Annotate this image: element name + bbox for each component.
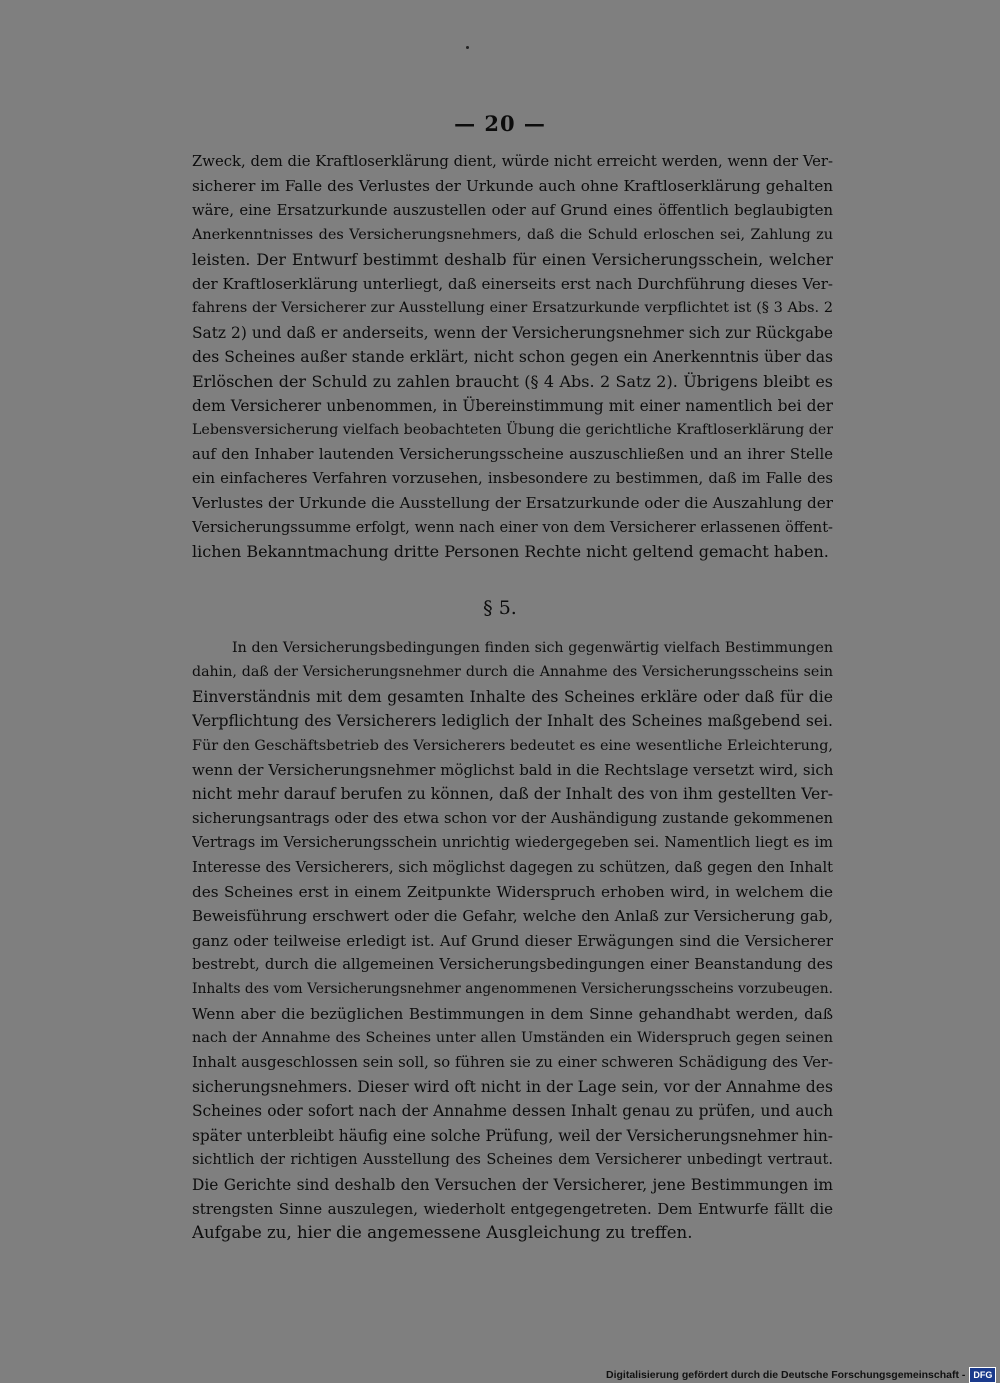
footer-credit-text: Digitalisierung gefördert durch die Deutsche Forschungsgemeinschaft - xyxy=(606,1368,966,1381)
text-line: Wenn aber die bezüglichen Bestimmungen in dem Sinne gehandhabt werden, daß xyxy=(192,1004,833,1023)
text-line: sicherungsantrags oder des etwa schon vor der Aushändigung zustande gekommenen xyxy=(192,809,833,827)
section-heading: § 5. xyxy=(483,597,517,619)
page-number: — 20 — xyxy=(454,111,546,136)
text-line: dahin, daß der Versicherungsnehmer durch die Annahme des Versicherungsscheins sein xyxy=(192,664,833,681)
text-line: sicherer im Falle des Verlustes der Urkunde auch ohne Kraftloserklärung gehalten xyxy=(192,177,833,196)
text-line: Verpflichtung des Versicherers lediglich der Inhalt des Scheines maßgebend sei. xyxy=(192,712,833,731)
text-line: Aufgabe zu, hier die angemessene Ausgleichung zu treffen. xyxy=(192,1223,693,1243)
text-line: des Scheines erst in einem Zeitpunkte Widerspruch erhoben wird, in welchem die xyxy=(192,882,833,901)
text-line: Einverständnis mit dem gesamten Inhalte des Scheines erkläre oder daß für die xyxy=(192,687,833,706)
text-line: ein einfacheres Verfahren vorzusehen, insbesondere zu bestimmen, daß im Falle des xyxy=(192,470,833,488)
text-line: nach der Annahme des Scheines unter allen Umständen ein Widerspruch gegen seinen xyxy=(192,1030,833,1047)
text-line: dem Versicherer unbenommen, in Übereinstimmung mit einer namentlich bei der xyxy=(192,396,833,415)
text-line: In den Versicherungsbedingungen finden sich gegenwärtig vielfach Bestimmungen xyxy=(232,640,833,656)
text-line: sicherungsnehmers. Dieser wird oft nicht in der Lage sein, vor der Annahme des xyxy=(192,1078,833,1097)
dfg-logo: DFG xyxy=(969,1367,996,1383)
text-line: Die Gerichte sind deshalb den Versuchen der Versicherer, jene Bestimmungen im xyxy=(192,1175,833,1194)
text-line: Interesse des Versicherers, sich möglichst dagegen zu schützen, daß gegen den Inhalt xyxy=(192,858,833,876)
text-line: des Scheines außer stande erklärt, nicht schon gegen ein Anerkenntnis über das xyxy=(192,348,833,367)
text-line: wenn der Versicherungsnehmer möglichst bald in die Rechtslage versetzt wird, sich xyxy=(192,760,833,779)
text-line: Beweisführung erschwert oder die Gefahr, welche den Anlaß zur Versicherung gab, xyxy=(192,907,833,926)
digitization-footer xyxy=(606,1366,996,1383)
scan-speck xyxy=(466,46,469,49)
text-line: bestrebt, durch die allgemeinen Versicherungsbedingungen einer Beanstandung des xyxy=(192,956,833,974)
text-line: Zweck, dem die Kraftloserklärung dient, würde nicht erreicht werden, wenn der Ver- xyxy=(192,153,833,170)
text-line: wäre, eine Ersatzurkunde auszustellen oder auf Grund eines öffentlich beglaubigten xyxy=(192,201,833,219)
text-line: Scheines oder sofort nach der Annahme dessen Inhalt genau zu prüfen, und auch xyxy=(192,1102,833,1121)
text-line: auf den Inhaber lautenden Versicherungsscheine auszuschließen und an ihrer Stelle xyxy=(192,445,833,463)
text-line: Inhalt ausgeschlossen sein soll, so führen sie zu einer schweren Schädigung des Ver- xyxy=(192,1053,833,1071)
text-line: Anerkenntnisses des Versicherungsnehmers, daß die Schuld erloschen sei, Zahlung zu xyxy=(192,227,833,244)
paragraph-continuation xyxy=(192,150,833,565)
text-line: Für den Geschäftsbetrieb des Versicherers bedeutet es eine wesentliche Erleichterung, xyxy=(192,737,833,754)
text-line: strengsten Sinne auszulegen, wiederholt entgegengetreten. Dem Entwurfe fällt die xyxy=(192,1199,833,1218)
paragraph-section-5 xyxy=(192,636,833,1246)
text-line: Versicherungssumme erfolgt, wenn nach einer von dem Versicherer erlassenen öffent- xyxy=(192,518,833,536)
text-line: Verlustes der Urkunde die Ausstellung der Ersatzurkunde oder die Auszahlung der xyxy=(192,494,833,513)
text-line: lichen Bekanntmachung dritte Personen Rechte nicht geltend gemacht haben. xyxy=(192,542,829,562)
text-line: der Kraftloserklärung unterliegt, daß einerseits erst nach Durchführung dieses Ver- xyxy=(192,274,833,293)
text-line: Vertrags im Versicherungsschein unrichtig wiedergegeben sei. Namentlich liegt es im xyxy=(192,834,833,852)
text-line: ganz oder teilweise erledigt ist. Auf Grund dieser Erwägungen sind die Versicherer xyxy=(192,931,833,950)
text-line: Erlöschen der Schuld zu zahlen braucht (§ 4 Abs. 2 Satz 2). Übrigens bleibt es xyxy=(192,371,833,391)
text-line: sichtlich der richtigen Ausstellung des Scheines dem Versicherer unbedingt vertraut. xyxy=(192,1151,833,1169)
text-line: Inhalts des vom Versicherungsnehmer angenommenen Versicherungsscheins vorzubeugen. xyxy=(192,981,833,998)
text-line: fahrens der Versicherer zur Ausstellung einer Ersatzurkunde verpflichtet ist (§ 3 Abs. 2 xyxy=(192,300,833,317)
text-line: später unterbleibt häufig eine solche Prüfung, weil der Versicherungsnehmer hin- xyxy=(192,1126,833,1145)
text-line: Lebensversicherung vielfach beobachteten Übung die gerichtliche Kraftloserklärung der xyxy=(192,422,833,439)
text-line: nicht mehr darauf berufen zu können, daß der Inhalt des von ihm gestellten Ver- xyxy=(192,785,833,804)
text-line: Satz 2) und daß er anderseits, wenn der Versicherungsnehmer sich zur Rückgabe xyxy=(192,323,833,342)
text-line: leisten. Der Entwurf bestimmt deshalb für einen Versicherungsschein, welcher xyxy=(192,249,833,269)
